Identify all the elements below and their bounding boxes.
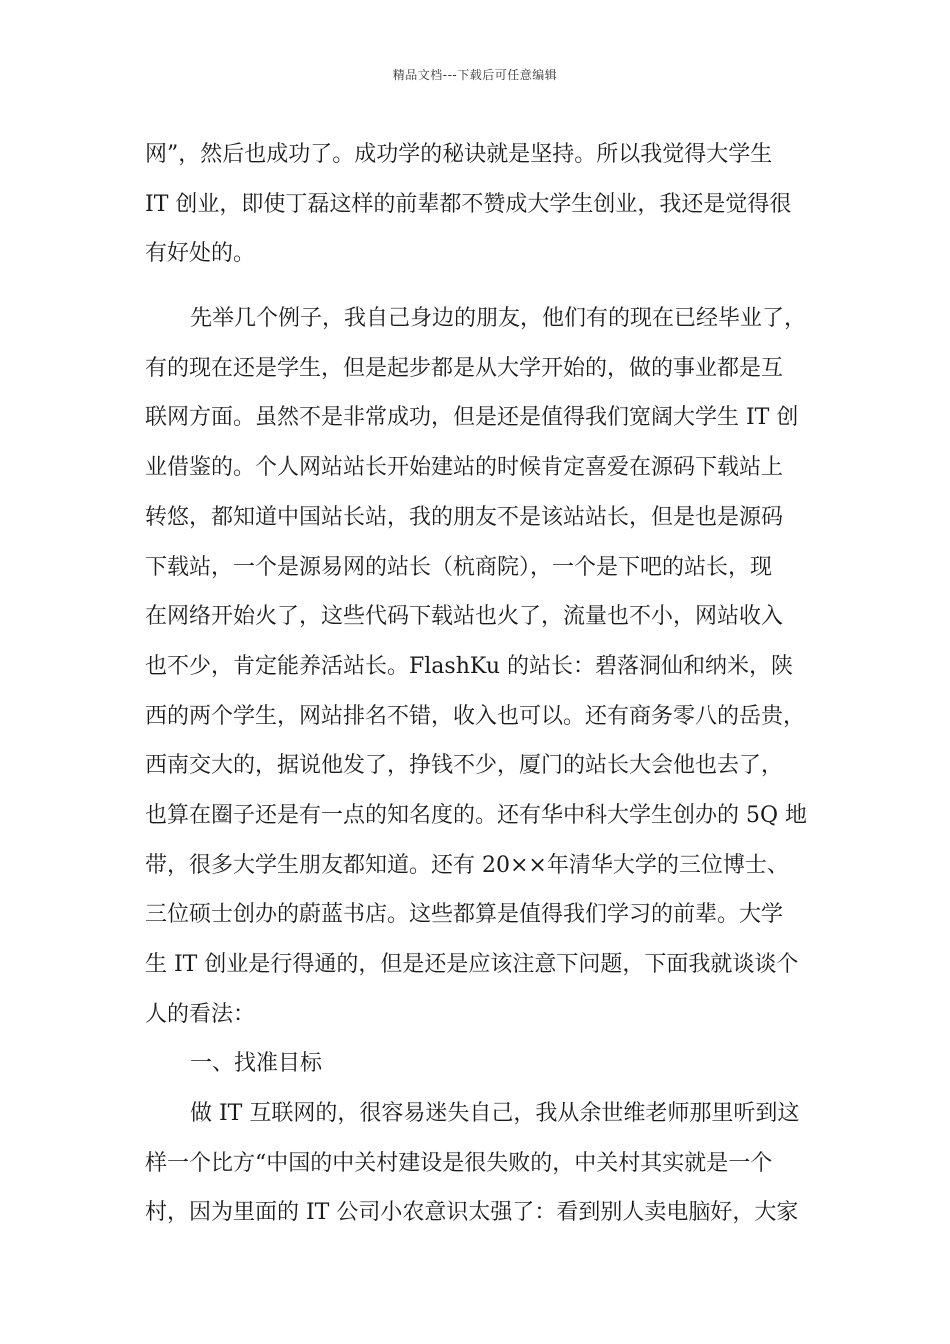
- document-body: [145, 130, 810, 1238]
- text-line: 生 IT 创业是行得通的，但是还是应该注意下问题，下面我就谈谈个: [145, 952, 799, 977]
- text-line: 有好处的。: [145, 241, 256, 267]
- text-line: 先举几个例子，我自己身边的朋友，他们有的现在已经毕业了，: [190, 306, 807, 332]
- section-heading: [145, 1039, 810, 1089]
- paragraph: [145, 130, 810, 279]
- text-line: 转悠，都知道中国站长站，我的朋友不是该站站长，但是也是源码: [145, 504, 784, 530]
- paragraph: [145, 294, 810, 1039]
- text-line: 带，很多大学生朋友都知道。还有 20××年清华大学的三位博士、: [145, 852, 789, 878]
- text-line: 一、找准目标: [190, 1051, 323, 1077]
- text-line: 也算在圈子还是有一点的知名度的。还有华中科大学生创办的 5Q 地: [145, 802, 808, 828]
- text-line: 村，因为里面的 IT 公司小农意识太强了：看到别人卖电脑好，大家: [145, 1200, 799, 1226]
- text-line: 三位硕士创办的蔚蓝书店。这些都算是值得我们学习的前辈。大学: [145, 902, 784, 928]
- text-line: 网”，然后也成功了。成功学的秘诀就是坚持。所以我觉得大学生: [145, 142, 773, 167]
- text-line: 人的看法：: [145, 1001, 256, 1027]
- paragraph: [145, 1089, 810, 1238]
- text-line: 做 IT 互联网的，很容易迷失自己，我从余世维老师那里听到这: [190, 1101, 800, 1127]
- text-line: 有的现在还是学生，但是起步都是从大学开始的，做的事业都是互: [145, 355, 784, 381]
- text-line: 也不少，肯定能养活站长。FlashKu 的站长：碧落洞仙和纳米，陕: [145, 653, 793, 679]
- text-line: IT 创业，即使丁磊这样的前辈都不赞成大学生创业，我还是觉得很: [145, 191, 792, 217]
- text-line: 在网络开始火了，这些代码下载站也火了，流量也不小，网站收入: [145, 604, 784, 630]
- text-line: 样一个比方“中国的中关村建设是很失败的，中关村其实就是一个: [145, 1150, 773, 1176]
- text-line: 西的两个学生，网站排名不错，收入也可以。还有商务零八的岳贵，: [145, 703, 806, 729]
- text-line: 联网方面。虽然不是非常成功，但是还是值得我们宽阔大学生 IT 创: [145, 405, 799, 431]
- page-header: 精品文档---下载后可任意编辑: [392, 68, 558, 82]
- text-line: 业借鉴的。个人网站站长开始建站的时候肯定喜爱在源码下载站上: [145, 455, 784, 481]
- text-line: 西南交大的，据说他发了，挣钱不少，厦门的站长大会他也去了，: [145, 753, 784, 779]
- text-line: 下载站，一个是源易网的站长（杭商院），一个是下吧的站长，现: [145, 554, 773, 580]
